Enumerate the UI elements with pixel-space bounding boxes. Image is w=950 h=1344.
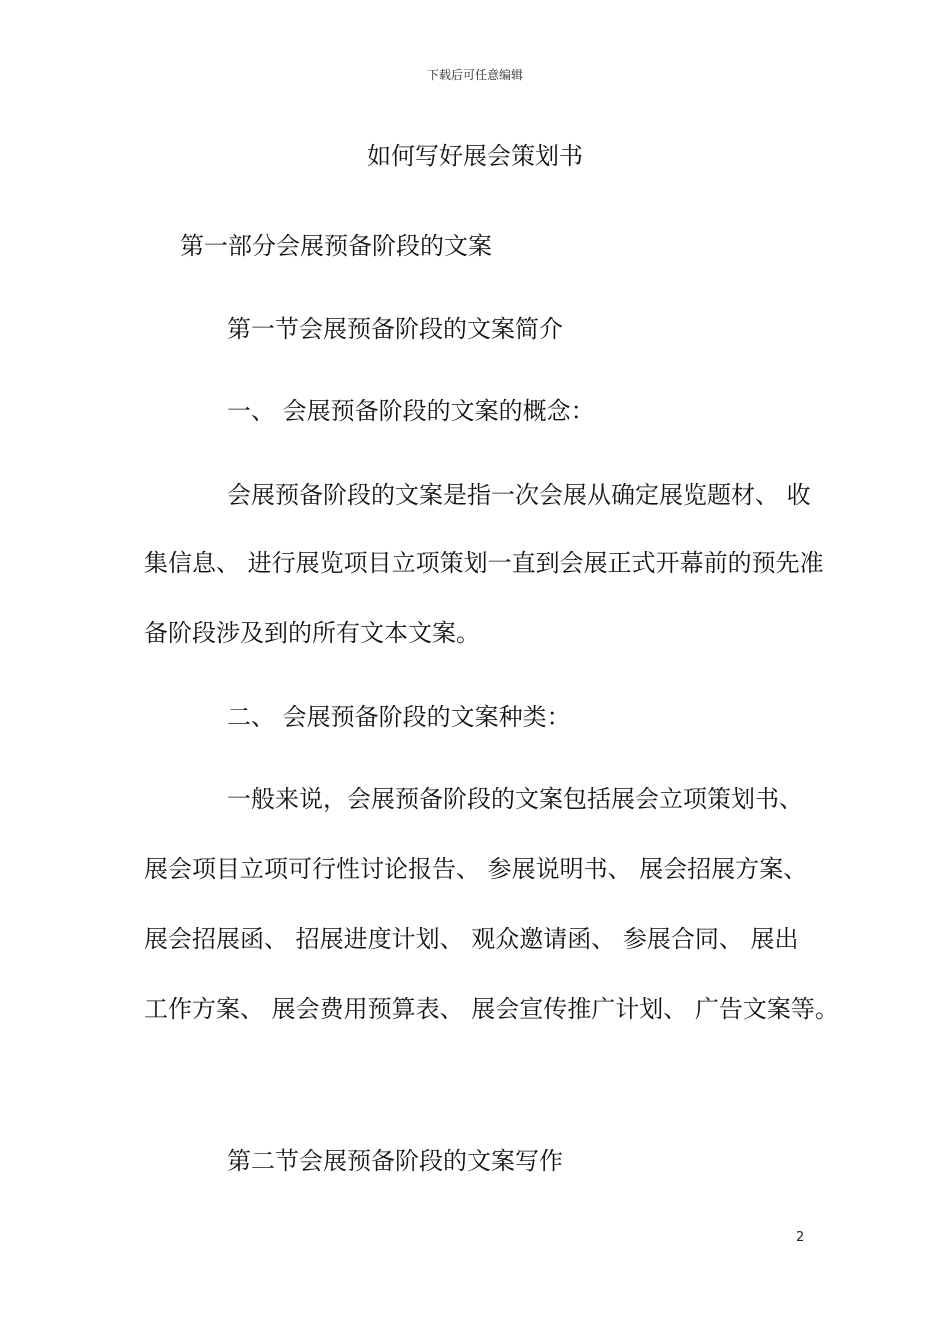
header-note: 下载后可任意编辑 <box>426 68 523 82</box>
paragraph-line: 会展预备阶段的文案是指一次会展从确定展览题材、 收 <box>227 481 811 509</box>
paragraph-line: 一般来说，会展预备阶段的文案包括展会立项策划书、 <box>227 785 803 813</box>
part-heading: 第一部分会展预备阶段的文案 <box>180 232 492 260</box>
item-heading: 二、 会展预备阶段的文案种类： <box>227 703 571 731</box>
paragraph-line: 备阶段涉及到的所有文本文案。 <box>144 619 480 647</box>
section-heading: 第一节会展预备阶段的文案简介 <box>227 315 563 343</box>
item-heading: 一、 会展预备阶段的文案的概念： <box>227 397 595 425</box>
paragraph-line: 集信息、 进行展览项目立项策划一直到会展正式开幕前的预先准 <box>144 549 824 577</box>
page-number: 2 <box>796 1230 805 1245</box>
paragraph-line: 展会项目立项可行性讨论报告、 参展说明书、 展会招展方案、 <box>144 855 808 883</box>
document-title: 如何写好展会策划书 <box>367 142 583 170</box>
paragraph-line: 展会招展函、 招展进度计划、 观众邀请函、 参展合同、 展出 <box>144 925 799 953</box>
paragraph-line: 工作方案、 展会费用预算表、 展会宣传推广计划、 广告文案等。 <box>144 995 839 1023</box>
section-heading: 第二节会展预备阶段的文案写作 <box>227 1147 563 1175</box>
